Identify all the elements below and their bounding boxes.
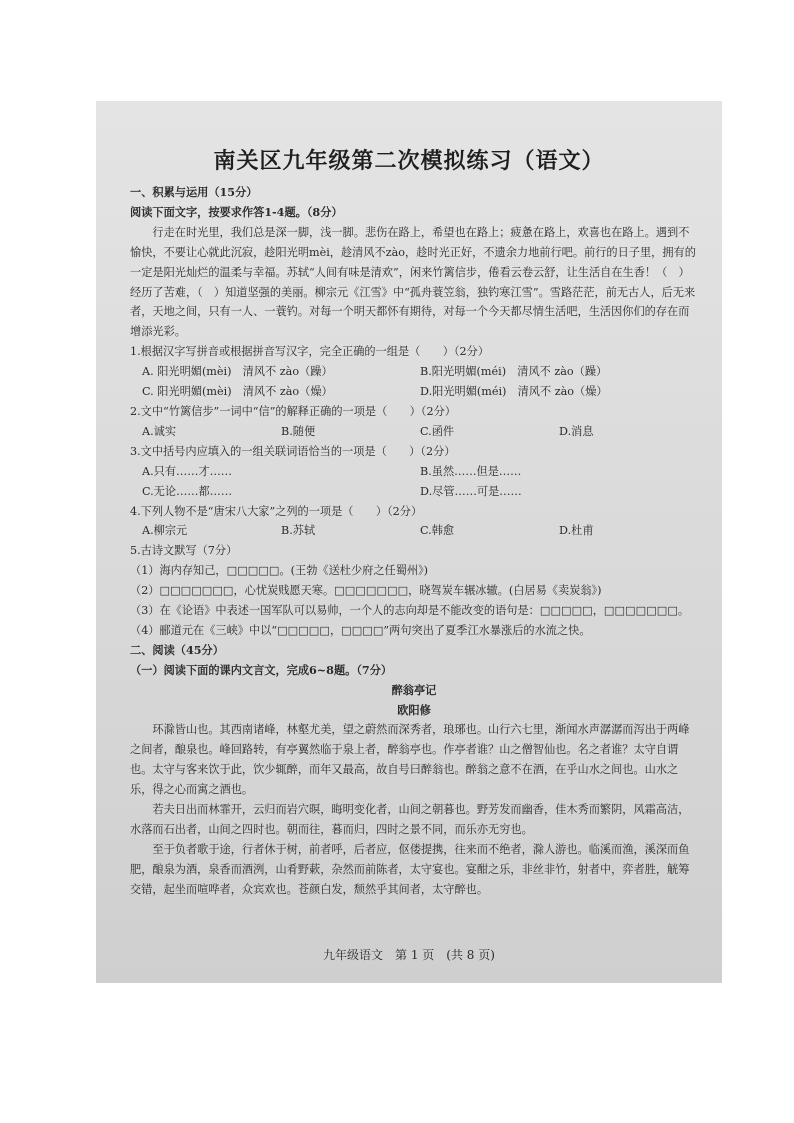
- q2-stem: 2.文中“竹篱信步”一词中“信”的解释正确的一项是（ ）（2分）: [130, 404, 456, 418]
- q4-option-b: B.苏轼: [281, 524, 316, 538]
- q2-option-c: C.函件: [420, 424, 455, 438]
- q5-stem: 5.古诗文默写（7分）: [130, 544, 238, 558]
- essay-author: 欧阳修: [397, 702, 431, 717]
- q3-option-a: A.只有……才……: [142, 464, 232, 478]
- q2-option-b: B.随便: [281, 424, 316, 438]
- q5-line-4: （4）郦道元在《三峡》中以“□□□□□，□□□□”两句突出了夏季江水暴涨后的水流之快。: [130, 623, 591, 637]
- q3-stem: 3.文中括号内应填入的一组关联词语恰当的一项是（ ）（2分）: [130, 444, 456, 458]
- section1-instruction: 阅读下面文字，按要求作答1-4题。（8分）: [130, 204, 343, 219]
- q5-line-3: （3）在《论语》中表述一国军队可以易帅，一个人的志向却是不能改变的语句是：□□□□□，□□□□□□□。: [130, 604, 690, 618]
- section2-heading: 二、阅读（45分）: [130, 642, 224, 657]
- page-footer: 九年级语文 第 1 页 (共 8 页): [323, 948, 495, 962]
- q1-option-a: A. 阳光明媚(mèi) 清风不 zào（躁）: [142, 365, 333, 379]
- essay-paragraph-1: 环滁皆山也。其西南诸峰，林壑尤美，望之蔚然而深秀者，琅琊也。山行六七里，渐闻水声潺潺而泻出于两峰之间者，酿泉也。峰回路转，有亭翼然临于泉上者，醉翁亭也。作亭者谁？山之僧智仙也。名之者谁？太守自谓也。太守与客来饮于此，饮少辄醉，而年又最高，故自号曰醉翁也。醉翁之意不在酒，在乎山水之间也。山水之乐，得之心而寓之酒也。: [130, 723, 690, 797]
- essay-title: 醉翁亭记: [391, 682, 437, 697]
- essay-paragraph-3: 至于负者歌于途，行者休于树，前者呼，后者应，伛偻提携，往来而不绝者，滁人游也。临溪而渔，溪深而鱼肥，酿泉为酒，泉香而酒洌，山肴野蔌，杂然而前陈者，太守宴也。宴酣之乐，非丝非竹，射者中，弈者胜，觥筹交错，起坐而喧哗者，众宾欢也。苍颜白发，颓然乎其间者，太守醉也。: [130, 842, 690, 896]
- q5-line-1: （1）海内存知己，□□□□□。(王勃《送杜少府之任蜀州》): [130, 564, 429, 578]
- q3-option-c: C.无论……都……: [142, 484, 233, 498]
- section2-subheading: （一）阅读下面的课内文言文，完成6~8题。（7分）: [130, 662, 393, 677]
- q1-option-b: B.阳光明媚(méi) 清风不 zào（躁）: [420, 365, 608, 379]
- q4-option-d: D.杜甫: [559, 524, 594, 538]
- q3-options-row2: [130, 482, 698, 502]
- q1-options-row1: [130, 362, 698, 382]
- q1-stem: 1.根据汉字写拼音或根据拼音写汉字，完全正确的一组是（ ）（2分）: [130, 345, 490, 359]
- essay-paragraph-2: 若夫日出而林霏开，云归而岩穴暝，晦明变化者，山间之朝暮也。野芳发而幽香，佳木秀而繁阴，风霜高洁，水落而石出者，山间之四时也。朝而往，暮而归，四时之景不同，而乐亦无穷也。: [130, 803, 690, 836]
- exam-content: [130, 183, 698, 900]
- q4-options: [130, 521, 698, 541]
- section1-heading: 一、积累与运用（15分）: [130, 185, 258, 199]
- q4-option-a: A.柳宗元: [142, 524, 188, 538]
- q4-option-c: C.韩愈: [420, 524, 455, 538]
- q2-option-d: D.消息: [559, 424, 594, 438]
- q2-option-a: A.诚实: [142, 424, 177, 438]
- q4-stem: 4.下列人物不是“唐宋八大家”之列的一项是（ ）（2分）: [130, 504, 423, 518]
- passage: 行走在时光里，我们总是深一脚，浅一脚。悲伤在路上，希望也在路上；疲惫在路上，欢喜也在路上。遇到不愉快，不要让心就此沉寂，趁阳光明mèi，趁清风不zào，趁时光正好，不遗余力地前行吧。前行的日子里，拥有的一定是阳光灿烂的温柔与幸福。苏轼“人间有味是清欢”，闲来竹篱信步，倦看云卷云舒，让生活自在生香！（ ）经历了苦难，（ ）知道坚强的美丽。柳宗元《江雪》中“孤舟蓑笠翁，独钓寒江雪”。雪路茫茫，前无古人，后无来者，天地之间，只有一人、一蓑钓。对每一个明天都怀有期待，对每一个今天都尽情生活吧，生活因你们的存在而增添光彩。: [130, 225, 696, 339]
- q3-options-row1: [130, 462, 698, 482]
- q1-options-row2: [130, 382, 698, 402]
- q3-option-d: D.尽管……可是……: [420, 484, 522, 498]
- q1-option-d: D.阳光明媚(méi) 清风不 zào（燥）: [420, 385, 608, 399]
- q2-options: [130, 422, 698, 442]
- exam-sheet: [96, 101, 722, 983]
- q5-line-2: （2）□□□□□□□，心忧炭贱愿天寒。□□□□□□□，晓驾炭车辗冰辙。(白居易《卖炭翁》): [130, 584, 602, 598]
- q3-option-b: B.虽然……但是……: [420, 464, 522, 478]
- page-title: 南关区九年级第二次模拟练习（语文）: [213, 148, 605, 174]
- q1-option-c: C. 阳光明媚(mèi) 清风不 zào（燥）: [142, 385, 333, 399]
